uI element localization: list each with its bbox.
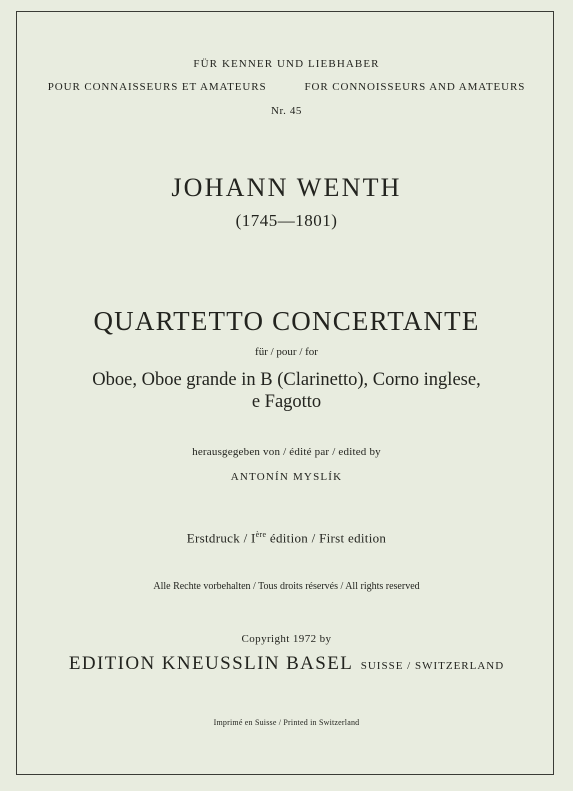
- first-edition-note: [0, 530, 573, 546]
- series-number: Nr. 45: [270, 105, 303, 117]
- instrumentation: [0, 369, 573, 413]
- printed-notice: Imprimé en Suisse / Printed in Switzerland: [213, 718, 360, 727]
- first-edition-de: Erstdruck / I: [186, 530, 256, 546]
- rights-notice: Alle Rechte vorbehalten / Tous droits réservés / All rights reserved: [153, 581, 420, 592]
- first-edition-superscript: ère: [255, 530, 267, 539]
- editor-name: ANTONÍN MYSLÍK: [230, 471, 343, 483]
- instrumentation-line-2: e Fagotto: [251, 392, 322, 412]
- for-label: für / pour / for: [255, 346, 318, 358]
- series-title-german: FÜR KENNER UND LIEBHABER: [193, 58, 380, 70]
- publisher-name: EDITION KNEUSSLIN BASEL: [68, 653, 353, 674]
- publisher-line: [0, 653, 573, 675]
- publisher-country: SUISSE / SWITZERLAND: [360, 660, 505, 672]
- composer-dates: (1745—1801): [235, 211, 338, 230]
- series-title-english: FOR CONNOISSEURS AND AMATEURS: [304, 81, 526, 93]
- first-edition-rest: édition / First edition: [266, 530, 387, 546]
- composer-name: JOHANN WENTH: [171, 173, 402, 202]
- instrumentation-line-1: Oboe, Oboe grande in B (Clarinetto), Corno inglese,: [92, 370, 481, 390]
- edited-by-label: herausgegeben von / édité par / edited by: [192, 446, 381, 458]
- copyright-line: Copyright 1972 by: [241, 633, 332, 645]
- work-title: QUARTETTO CONCERTANTE: [93, 306, 480, 336]
- series-title-row: [0, 81, 573, 93]
- series-title-french: POUR CONNAISSEURS ET AMATEURS: [47, 81, 267, 93]
